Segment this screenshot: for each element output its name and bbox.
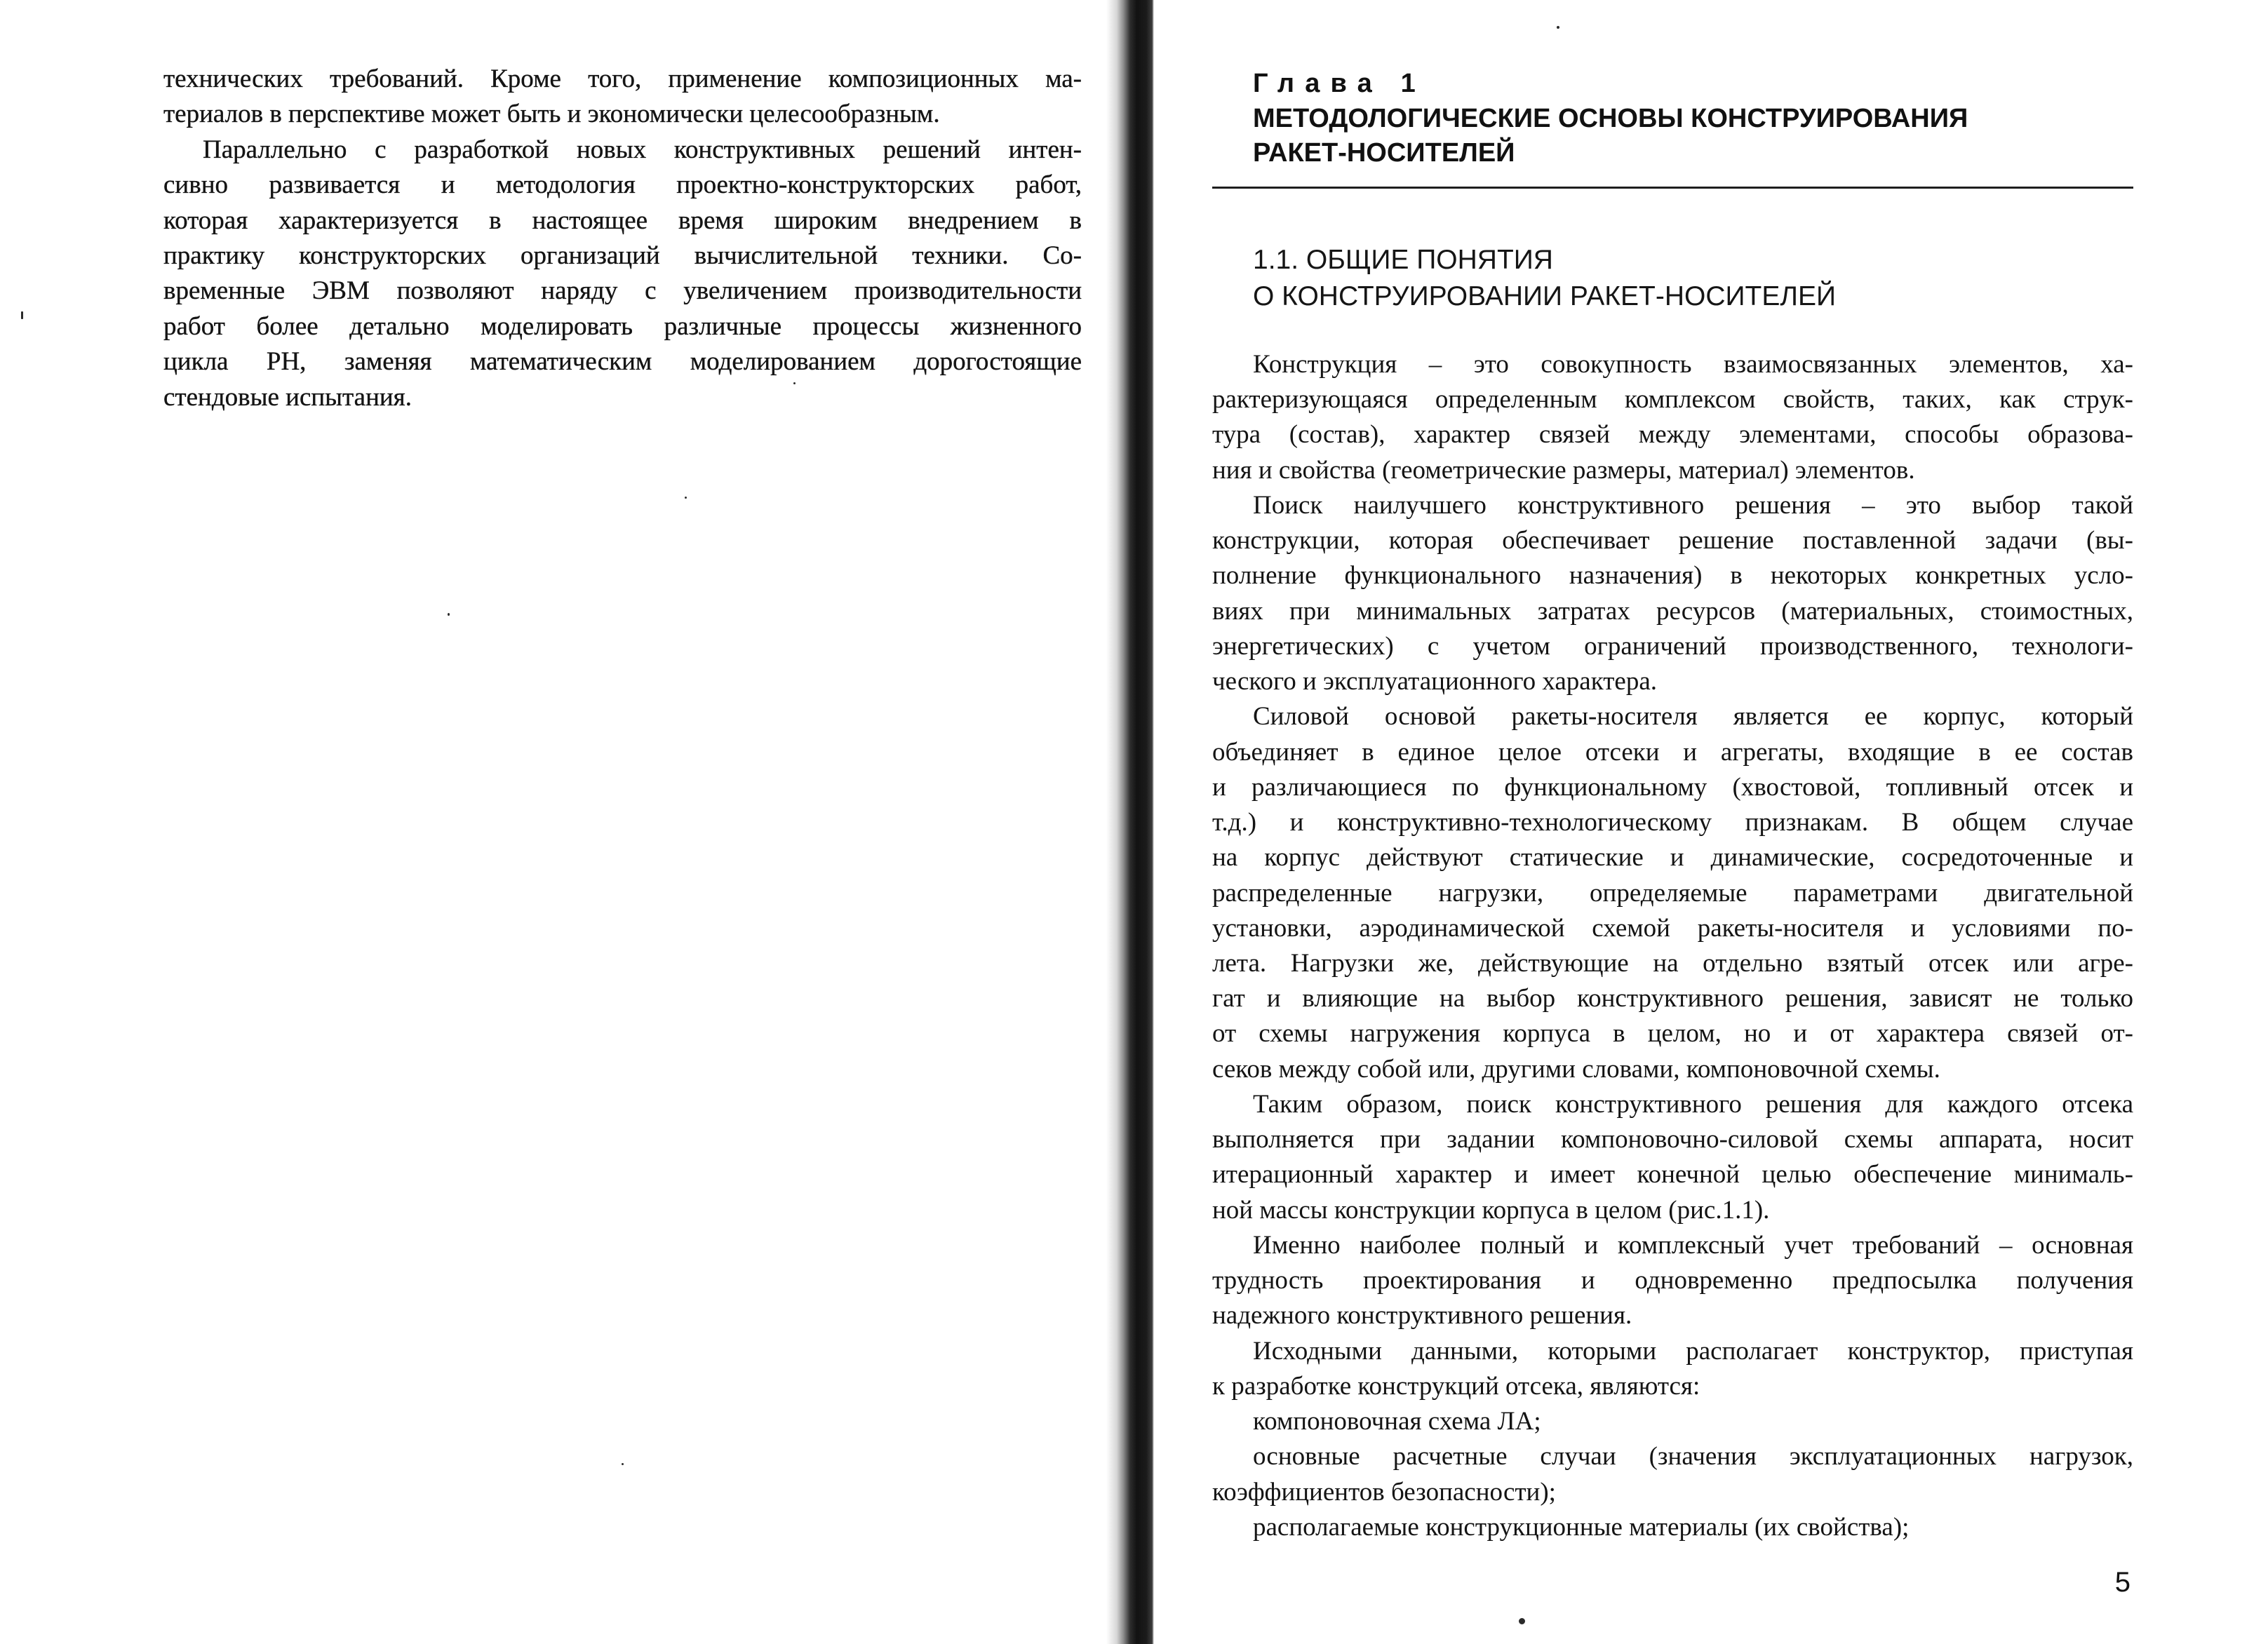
scan-speck	[622, 1463, 624, 1465]
text-line: стендовые испытания.	[163, 382, 412, 412]
text-line: и различающиеся по функциональному (хвостовой, топливный отсек и	[1212, 772, 2133, 802]
chapter-heading	[1253, 67, 1968, 171]
section-title-line: 1.1. ОБЩИЕ ПОНЯТИЯ	[1253, 245, 1553, 275]
text-line: Исходными данными, которыми располагает конструктор, приступая	[1253, 1336, 2133, 1366]
scan-speck	[21, 311, 23, 319]
text-line: коэффициентов безопасности);	[1212, 1477, 1556, 1507]
chapter-title-line: МЕТОДОЛОГИЧЕСКИЕ ОСНОВЫ КОНСТРУИРОВАНИЯ	[1253, 103, 1968, 133]
text-line: ческого и эксплуатационного характера.	[1212, 667, 1657, 696]
text-line: конструкции, которая обеспечивает решение поставленной задачи (вы-	[1212, 526, 2133, 555]
scan-speck	[448, 613, 450, 616]
page-number: 5	[2114, 1567, 2131, 1598]
text-line: Конструкция – это совокупность взаимосвязанных элементов, ха-	[1253, 350, 2133, 379]
text-line: виях при минимальных затратах ресурсов (материальных, стоимостных,	[1212, 596, 2133, 626]
text-line: гат и влияющие на выбор конструктивного решения, зависят не только	[1212, 984, 2133, 1013]
paragraph	[163, 62, 1082, 133]
text-line: практику конструкторских организаций вычислительной техники. Со-	[163, 241, 1082, 271]
text-line: от схемы нагружения корпуса в целом, но и от характера связей от-	[1212, 1019, 2133, 1049]
text-line: Именно наиболее полный и комплексный учет требований – основная	[1253, 1230, 2133, 1260]
paragraph	[1212, 1334, 2133, 1404]
paragraph	[1212, 699, 2133, 1087]
text-line: рактеризующаяся определенным комплексом свойств, таких, как струк-	[1212, 385, 2133, 415]
paragraph	[1212, 488, 2133, 699]
text-line: технических требований. Кроме того, применение композиционных ма-	[163, 65, 1082, 93]
paragraph	[163, 133, 1082, 415]
scan-speck	[685, 497, 687, 499]
text-line: териалов в перспективе может быть и экономически целесообразным.	[163, 100, 940, 129]
text-line: тура (состав), характер связей между элементами, способы образова-	[1212, 420, 2133, 450]
text-line: компоновочная схема ЛА;	[1253, 1407, 1541, 1436]
chapter-title-line: РАКЕТ-НОСИТЕЛЕЙ	[1253, 138, 1515, 168]
text-line: располагаемые конструкционные материалы (их свойства);	[1253, 1512, 1910, 1542]
text-line: Параллельно с разработкой новых конструктивных решений интен-	[203, 135, 1082, 164]
text-line: на корпус действуют статические и динамические, сосредоточенные и	[1212, 843, 2133, 872]
paragraph	[1212, 1439, 2133, 1509]
text-line: лета. Нагрузки же, действующие на отдельно взятый отсек или агре-	[1212, 948, 2133, 978]
text-line: основные расчетные случаи (значения эксплуатационных нагрузок,	[1253, 1442, 2133, 1471]
text-line: Силовой основой ракеты-носителя является ее корпус, который	[1253, 702, 2133, 732]
text-line: цикла РН, заменяя математическим моделированием дорогостоящие	[163, 347, 1082, 377]
text-line: ной массы конструкции корпуса в целом (рис.1.1).	[1212, 1195, 1770, 1225]
paragraph	[1212, 1404, 2133, 1439]
text-line: надежного конструктивного решения.	[1212, 1301, 1632, 1330]
text-line: Поиск наилучшего конструктивного решения – это выбор такой	[1253, 490, 2133, 520]
paragraph	[1212, 1228, 2133, 1334]
text-line: к разработке конструкций отсека, являются:	[1212, 1371, 1700, 1401]
heading-rule	[1212, 187, 2133, 189]
chapter-label: Глава 1	[1253, 69, 1427, 98]
paragraph	[1212, 347, 2133, 488]
left-page-body-text	[163, 62, 1082, 415]
scan-speck	[1557, 26, 1559, 29]
text-line: выполняется при задании компоновочно-силовой схемы аппарата, носит	[1212, 1125, 2133, 1154]
text-line: Таким образом, поиск конструктивного решения для каждого отсека	[1253, 1089, 2133, 1119]
scan-speck	[793, 382, 796, 384]
paragraph	[1212, 1510, 2133, 1545]
text-line: распределенные нагрузки, определяемые параметрами двигательной	[1212, 878, 2133, 908]
text-line: временные ЭВМ позволяют наряду с увеличением производительности	[163, 276, 1082, 306]
text-line: которая характеризуется в настоящее время широким внедрением в	[163, 206, 1082, 235]
text-line: сивно развивается и методология проектно-конструкторских работ,	[163, 170, 1082, 200]
text-line: т.д.) и конструктивно-технологическому признакам. В общем случае	[1212, 808, 2133, 837]
paragraph	[1212, 1087, 2133, 1228]
text-line: секов между собой или, другими словами, компоновочной схемы.	[1212, 1054, 1940, 1084]
text-line: объединяет в единое целое отсеки и агрегаты, входящие в ее состав	[1212, 737, 2133, 767]
text-line: итерационный характер и имеет конечной целью обеспечение минималь-	[1212, 1160, 2133, 1190]
scan-speck	[1519, 1618, 1525, 1624]
text-line: полнение функционального назначения) в некоторых конкретных усло-	[1212, 561, 2133, 591]
text-line: трудность проектирования и одновременно предпосылка получения	[1212, 1266, 2133, 1295]
right-page-body-text	[1212, 347, 2133, 1545]
text-line: ния и свойства (геометрические размеры, материал) элементов.	[1212, 455, 1915, 485]
text-line: энергетических) с учетом ограничений производственного, технологи-	[1212, 631, 2133, 661]
section-title	[1253, 242, 1836, 315]
section-title-line: О КОНСТРУИРОВАНИИ РАКЕТ-НОСИТЕЛЕЙ	[1253, 281, 1837, 311]
book-spine-shadow	[1106, 0, 1154, 1644]
text-line: работ более детально моделировать различные процессы жизненного	[163, 311, 1082, 341]
text-line: установки, аэродинамической схемой ракеты-носителя и условиями по-	[1212, 913, 2133, 943]
